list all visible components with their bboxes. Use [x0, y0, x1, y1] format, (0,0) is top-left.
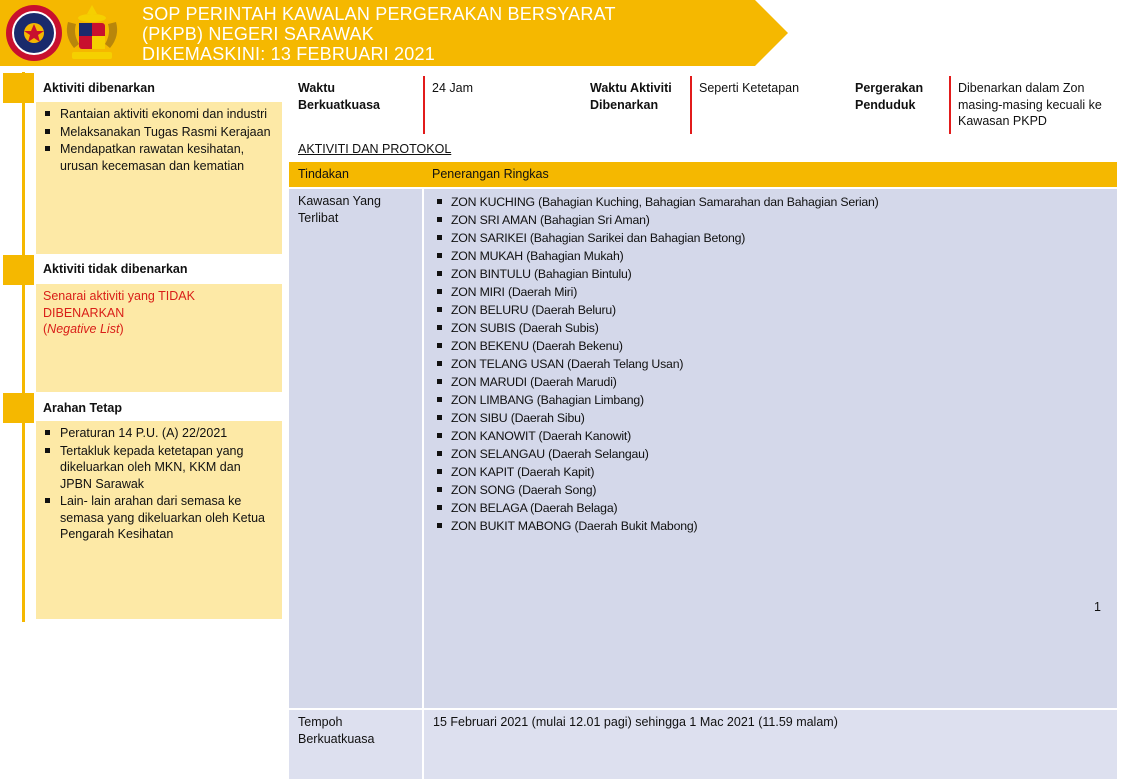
- section-title: AKTIVITI DAN PROTOKOL: [298, 142, 452, 156]
- timeline-marker: [3, 393, 34, 423]
- list-item: Rantaian aktiviti ekonomi dan industri: [43, 106, 274, 123]
- zone-item: ZON KUCHING (Bahagian Kuching, Bahagian Samarahan dan Bahagian Serian): [435, 193, 879, 211]
- negative-list-text: [43, 288, 274, 338]
- zone-item: ZON LIMBANG (Bahagian Limbang): [435, 391, 879, 409]
- timeline-line: [22, 72, 25, 622]
- zone-item: ZON BELURU (Daerah Beluru): [435, 301, 879, 319]
- zone-item: ZON BELAGA (Daerah Belaga): [435, 499, 879, 517]
- list-item: Melaksanakan Tugas Rasmi Kerajaan: [43, 124, 274, 141]
- standing-orders-box: [36, 421, 282, 619]
- banner-title: [142, 4, 616, 64]
- standing-orders-heading: Arahan Tetap: [36, 395, 282, 421]
- zone-item: ZON MARUDI (Daerah Marudi): [435, 373, 879, 391]
- page-number: 1: [1094, 600, 1101, 614]
- column-divider: [422, 710, 424, 779]
- zone-item: ZON SIBU (Daerah Sibu): [435, 409, 879, 427]
- zone-item: ZON MIRI (Daerah Miri): [435, 283, 879, 301]
- timeline-marker: [3, 255, 34, 285]
- negative-list-italic: Negative List: [47, 322, 120, 336]
- header-description: Penerangan Ringkas: [432, 167, 549, 181]
- title-line-1: SOP PERINTAH KAWALAN PERGERAKAN BERSYARAT: [142, 4, 616, 24]
- zone-item: ZON BUKIT MABONG (Daerah Bukit Mabong): [435, 517, 879, 535]
- negative-list-main: Senarai aktiviti yang TIDAK DIBENARKAN: [43, 289, 195, 320]
- column-divider: [422, 189, 424, 708]
- table-row: [289, 189, 1117, 708]
- allowed-activities-list: [43, 106, 274, 174]
- zone-item: ZON MUKAH (Bahagian Mukah): [435, 247, 879, 265]
- timeline-marker: [3, 73, 34, 103]
- coat-of-arms-icon: [62, 2, 122, 64]
- negative-list-open: (: [43, 322, 48, 336]
- zone-item: ZON SRI AMAN (Bahagian Sri Aman): [435, 211, 879, 229]
- title-line-3: DIKEMASKINI: 13 FEBRUARI 2021: [142, 44, 435, 64]
- title-line-2: (PKPB) NEGERI SARAWAK: [142, 24, 374, 44]
- divider: [690, 76, 692, 134]
- zone-item: ZON SARIKEI (Bahagian Sarikei dan Bahagian Betong): [435, 229, 879, 247]
- table-header: [289, 162, 1117, 187]
- area-label: Kawasan Yang Terlibat: [298, 194, 381, 225]
- table-row: [289, 710, 1117, 779]
- activity-time-value: Seperti Ketetapan: [699, 81, 800, 95]
- zone-item: ZON SELANGAU (Daerah Selangau): [435, 445, 879, 463]
- activity-time-label: Waktu Aktiviti Dibenarkan: [590, 81, 672, 112]
- negative-list-close: ): [119, 322, 124, 336]
- divider: [949, 76, 951, 134]
- divider: [423, 76, 425, 134]
- zone-item: ZON SONG (Daerah Song): [435, 481, 879, 499]
- movement-label: Pergerakan Penduduk: [855, 81, 924, 112]
- list-item: Peraturan 14 P.U. (A) 22/2021: [43, 425, 274, 442]
- standing-orders-list: [43, 425, 274, 543]
- period-value: 15 Februari 2021 (mulai 12.01 pagi) sehingga 1 Mac 2021 (11.59 malam): [433, 715, 838, 729]
- movement-value: Dibenarkan dalam Zon masing-masing kecuali ke Kawasan PKPD: [958, 81, 1102, 128]
- allowed-activities-box: [36, 102, 282, 254]
- not-allowed-heading: Aktiviti tidak dibenarkan: [36, 256, 282, 282]
- header-action: Tindakan: [298, 167, 349, 181]
- list-item: Mendapatkan rawatan kesihatan, urusan kecemasan dan kematian: [43, 141, 274, 174]
- allowed-activities-heading: Aktiviti dibenarkan: [36, 75, 282, 101]
- police-emblem-icon: [4, 2, 64, 64]
- list-item: Lain- lain arahan dari semasa ke semasa yang dikeluarkan oleh Ketua Pengarah Kesihatan: [43, 493, 274, 543]
- zones-list: [435, 193, 879, 535]
- header-banner: [0, 0, 790, 66]
- zone-item: ZON SUBIS (Daerah Subis): [435, 319, 879, 337]
- not-allowed-box: [36, 284, 282, 392]
- period-label: Tempoh Berkuatkuasa: [298, 715, 375, 746]
- zone-item: ZON KAPIT (Daerah Kapit): [435, 463, 879, 481]
- effective-time-value: 24 Jam: [432, 81, 473, 95]
- effective-time-label: Waktu Berkuatkuasa: [298, 81, 380, 112]
- zone-item: ZON BEKENU (Daerah Bekenu): [435, 337, 879, 355]
- zone-item: ZON KANOWIT (Daerah Kanowit): [435, 427, 879, 445]
- zone-item: ZON BINTULU (Bahagian Bintulu): [435, 265, 879, 283]
- zone-item: ZON TELANG USAN (Daerah Telang Usan): [435, 355, 879, 373]
- list-item: Tertakluk kepada ketetapan yang dikeluarkan oleh MKN, KKM dan JPBN Sarawak: [43, 443, 274, 493]
